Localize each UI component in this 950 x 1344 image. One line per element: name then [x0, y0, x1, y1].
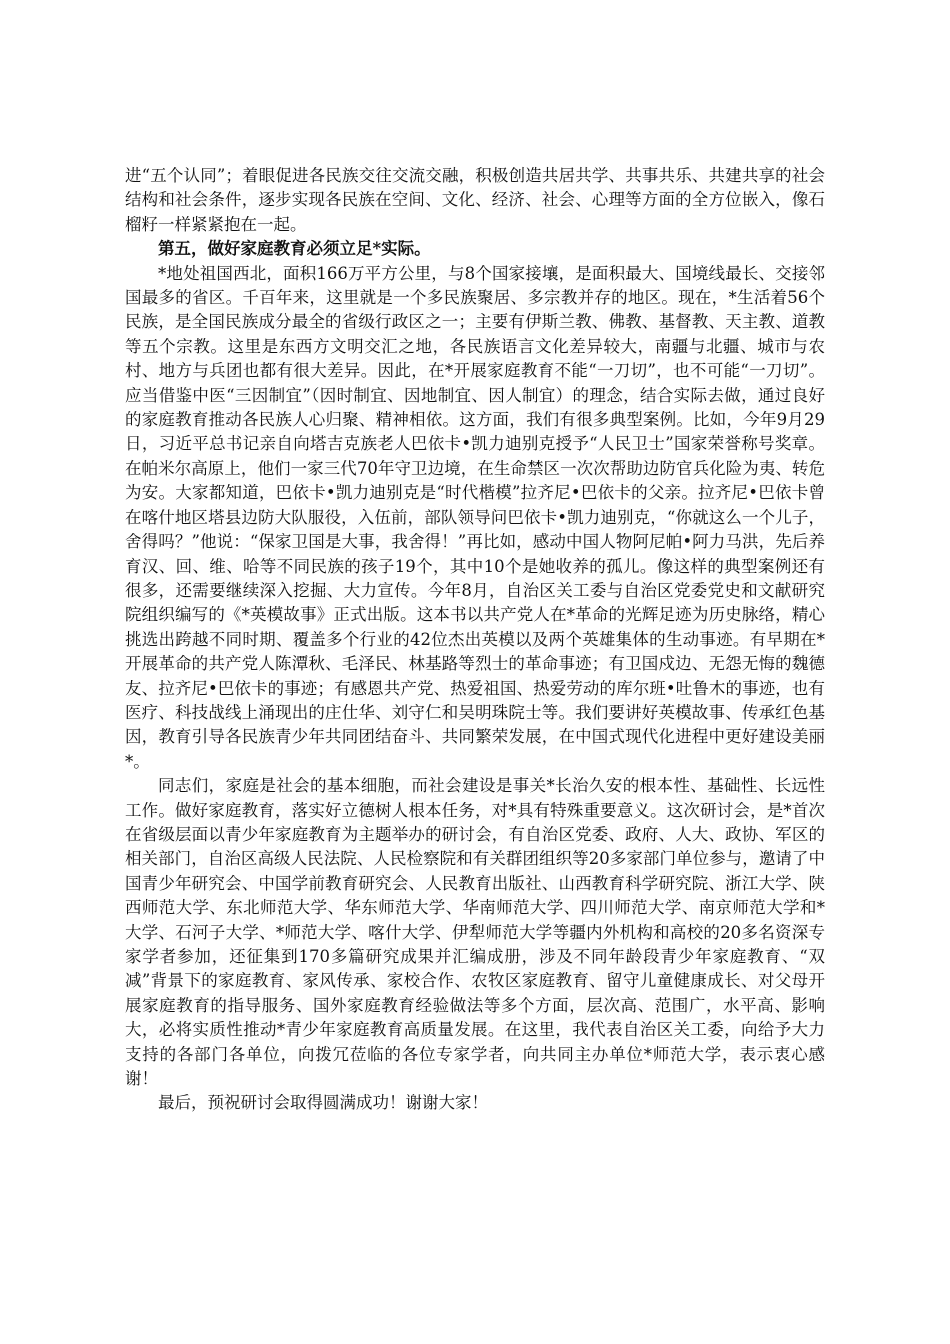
paragraph-continued: 进“五个认同”；着眼促进各民族交往交流交融，积极创造共居共学、共事共乐、共建共享的社会结构和社会条件，逐步实现各民族在空间、文化、经济、社会、心理等方面的全方位嵌入，像石榴籽一样紧紧抱在一起。 [125, 166, 825, 234]
document-body [125, 164, 825, 1116]
paragraph-closing: 最后，预祝研讨会取得圆满成功！谢谢大家！ [158, 1093, 488, 1113]
paragraph-comrades: 同志们，家庭是社会的基本细胞，而社会建设是事关*长治久安的根本性、基础性、长远性工作。做好家庭教育，落实好立德树人根本任务，对*具有特殊重要意义。这次研讨会，是*首次在省级层面以青少年家庭教育为主题举办的研讨会，有自治区党委、政府、人大、政协、军区的相关部门，自治区高级人民法院、人民检察院和有关群团组织等20多家部门单位参与，邀请了中国青少年研究会、中国学前教育研究会、人民教育出版社、山西教育科学研究院、浙江大学、陕西师范大学、东北师范大学、华东师范大学、华南师范大学、四川师范大学、南京师范大学和*大学、石河子大学、*师范大学、喀什大学、伊犁师范大学等疆内外机构和高校的20多名资深专家学者参加，还征集到170多篇研究成果并汇编成册，涉及不同年龄段青少年家庭教育、“双减”背景下的家庭教育、家风传承、家校合作、农牧区家庭教育、留守儿童健康成长、对父母开展家庭教育的指导服务、国外家庭教育经验做法等多个方面，层次高、范围广，水平高、影响大，必将实质性推动*青少年家庭教育高质量发展。在这里，我代表自治区关工委，向给予大力支持的各部门各单位，向拨冗莅临的各位专家学者，向共同主办单位*师范大学，表示衷心感谢！ [125, 776, 825, 1089]
section-heading-fifth: 第五，做好家庭教育必须立足*实际。 [158, 239, 431, 259]
paragraph-region: *地处祖国西北，面积166万平方公里，与8个国家接壤，是面积最大、国境线最长、交接邻国最多的省区。千百年来，这里就是一个多民族聚居、多宗教并存的地区。现在，*生活着56个民族，是全国民族成分最全的省级行政区之一；主要有伊斯兰教、佛教、基督教、天主教、道教等五个宗教。这里是东西方文明交汇之地，各民族语言文化差异较大，南疆与北疆、城市与农村、地方与兵团也都有很大差异。因此，在*开展家庭教育不能“一刀切”，也不可能“一刀切”。应当借鉴中医“三因制宜”（因时制宜、因地制宜、因人制宜）的理念，结合实际去做，通过良好的家庭教育推动各民族人心归聚、精神相依。这方面，我们有很多典型案例。比如，今年9月29日，习近平总书记亲自向塔吉克族老人巴依卡•凯力迪别克授予“人民卫士”国家荣誉称号奖章。在帕米尔高原上，他们一家三代70年守卫边境，在生命禁区一次次帮助边防官兵化险为夷、转危为安。大家都知道，巴依卡•凯力迪别克是“时代楷模”拉齐尼•巴依卡的父亲。拉齐尼•巴依卡曾在喀什地区塔县边防大队服役，入伍前，部队领导问巴依卡•凯力迪别克，“你就这么一个儿子，舍得吗？”他说：“保家卫国是大事，我舍得！”再比如，感动中国人物阿尼帕•阿力马洪，先后养育汉、回、维、哈等不同民族的孩子19个，其中10个是她收养的孤儿。像这样的典型案例还有很多，还需要继续深入挖掘、大力宣传。今年8月，自治区关工委与自治区党委党史和文献研究院组织编写的《*英模故事》正式出版。这本书以共产党人在*革命的光辉足迹为历史脉络，精心挑选出跨越不同时期、覆盖多个行业的42位杰出英模以及两个英雄集体的生动事迹。有早期在*开展革命的共产党人陈潭秋、毛泽民、林基路等烈士的革命事迹；有卫国戍边、无怨无悔的魏德友、拉齐尼•巴依卡的事迹；有感恩共产党、热爱祖国、热爱劳动的库尔班•吐鲁木的事迹，也有医疗、科技战线上涌现出的庄仕华、刘守仁和吴明珠院士等。我们要讲好英模故事、传承红色基因，教育引导各民族青少年共同团结奋斗、共同繁荣发展，在中国式现代化进程中更好建设美丽*。 [125, 263, 825, 771]
